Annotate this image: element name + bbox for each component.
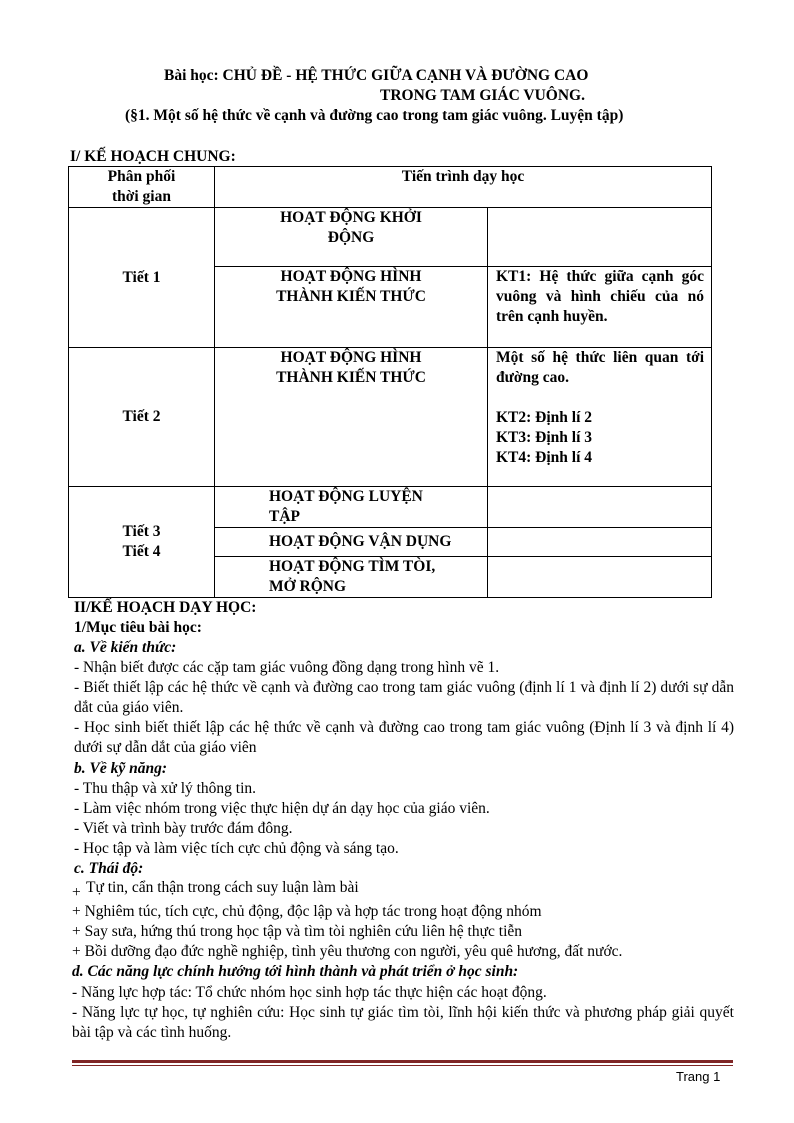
- skill-item: - Học tập và làm việc tích cực chủ động và sáng tạo.: [74, 840, 399, 857]
- lesson-title-line2: TRONG TAM GIÁC VUÔNG.: [380, 87, 585, 104]
- knowledge-item: - Học sinh biết thiết lập các hệ thức về cạnh và đường cao trong tam giác vuông (Định lí 3 và định lí 4) dưới sự dẫn dắt của giáo viên: [74, 719, 734, 756]
- tiet34-cell: [69, 487, 215, 598]
- activity-line: HOẠT ĐỘNG TÌM TÒI,: [269, 558, 436, 575]
- tiet2-cell: [69, 348, 215, 487]
- activity-cell: [215, 348, 488, 487]
- skill-item: - Viết và trình bày trước đám đông.: [74, 820, 293, 837]
- activity-line: HOẠT ĐỘNG KHỞI: [280, 209, 422, 226]
- table-row: [69, 348, 712, 487]
- activity-cell: [215, 208, 488, 267]
- header-time-line2: thời gian: [112, 188, 171, 205]
- kt2-text: KT2: Định lí 2: [496, 409, 593, 426]
- content-cell-empty: [488, 487, 712, 528]
- activity-cell: [215, 487, 488, 528]
- tiet1-label: Tiết 1: [122, 268, 161, 286]
- content-cell-empty: [488, 557, 712, 598]
- tiet4-label: Tiết 4: [122, 543, 161, 560]
- activity-line: HOẠT ĐỘNG HÌNH: [280, 349, 422, 366]
- attitude-item: Tự tin, cẩn thận trong cách suy luận làm bài: [86, 879, 359, 896]
- activity-line: THÀNH KIẾN THỨC: [276, 369, 426, 386]
- attitude-item: + Say sưa, hứng thú trong học tập và tìm tòi nghiên cứu liên hệ thực tiễn: [72, 923, 522, 940]
- attitude-bullet: +: [72, 884, 81, 901]
- activity-cell: [215, 267, 488, 348]
- attitude-item: + Nghiêm túc, tích cực, chủ động, độc lập và hợp tác trong hoạt động nhóm: [72, 903, 542, 920]
- lesson-subtitle: (§1. Một số hệ thức về cạnh và đường cao trong tam giác vuông. Luyện tập): [125, 107, 624, 124]
- activity-cell: [215, 528, 488, 557]
- header-process-label: Tiến trình dạy học: [401, 168, 525, 185]
- activity-cell: [215, 557, 488, 598]
- kt3-text: KT3: Định lí 3: [496, 429, 593, 446]
- kt-intro-text: Một số hệ thức liên quan tới đường cao.: [496, 349, 705, 386]
- table-header-row: [69, 167, 712, 208]
- knowledge-heading: a. Về kiến thức:: [74, 639, 177, 656]
- activity-line: THÀNH KIẾN THỨC: [276, 288, 426, 305]
- section1-heading: I/ KẾ HOẠCH CHUNG:: [70, 148, 236, 165]
- activity-line: HOẠT ĐỘNG LUYỆN: [269, 488, 423, 505]
- general-plan-table: [68, 166, 712, 598]
- section2-heading: II/KẾ HOẠCH DẠY HỌC:: [74, 599, 257, 616]
- activity-line: HOẠT ĐỘNG HÌNH: [280, 268, 422, 285]
- header-process-cell: [215, 167, 712, 208]
- table-row: [69, 208, 712, 267]
- activity-line: HOẠT ĐỘNG VẬN DỤNG: [269, 533, 452, 550]
- activity-line: MỞ RỘNG: [269, 578, 347, 595]
- content-cell-empty: [488, 528, 712, 557]
- knowledge-item: - Biết thiết lập các hệ thức về cạnh và đường cao trong tam giác vuông (định lí 1 và định lí 2) dưới sự dẫn dắt của giáo viên.: [74, 679, 734, 716]
- tiet2-label: Tiết 2: [122, 408, 161, 425]
- page-number: Trang 1: [676, 1069, 721, 1084]
- activity-line: ĐỘNG: [327, 229, 375, 246]
- activity-line: TẬP: [269, 508, 300, 525]
- attitude-heading: c. Thái độ:: [74, 860, 144, 877]
- footer-rule-thick: [72, 1060, 733, 1063]
- kt1-text: KT1: Hệ thức giữa cạnh góc vuông và hình chiếu của nó trên cạnh huyền.: [496, 268, 705, 325]
- lesson-title-line1: Bài học: CHỦ ĐỀ - HỆ THỨC GIỮA CẠNH VÀ ĐƯỜNG CAO: [164, 67, 589, 84]
- objectives-heading: 1/Mục tiêu bài học:: [74, 619, 202, 636]
- skills-heading: b. Về kỹ năng:: [74, 760, 167, 777]
- skill-item: - Thu thập và xử lý thông tin.: [74, 780, 257, 797]
- kt4-text: KT4: Định lí 4: [496, 449, 593, 466]
- competence-item: - Năng lực tự học, tự nghiên cứu: Học sinh tự giác tìm tòi, lĩnh hội kiến thức và phương pháp giải quyết bài tập và các tình huống.: [72, 1004, 734, 1041]
- content-cell: [488, 267, 712, 348]
- competence-item: - Năng lực hợp tác: Tổ chức nhóm học sinh hợp tác thực hiện các hoạt động.: [72, 984, 547, 1001]
- tiet1-cell: [69, 208, 215, 348]
- footer-rule-thin: [72, 1065, 733, 1066]
- tiet3-label: Tiết 3: [122, 523, 161, 540]
- content-cell: [488, 348, 712, 487]
- header-time-cell: [69, 167, 215, 208]
- skill-item: - Làm việc nhóm trong việc thực hiện dự án dạy học của giáo viên.: [74, 800, 490, 817]
- header-time-line1: Phân phối: [107, 168, 176, 185]
- competence-heading: d. Các năng lực chính hướng tới hình thành và phát triển ở học sinh:: [72, 963, 519, 980]
- attitude-item: + Bồi dưỡng đạo đức nghề nghiệp, tình yêu thương con người, yêu quê hương, đất nước.: [72, 943, 623, 960]
- content-cell-empty: [488, 208, 712, 267]
- knowledge-item: - Nhận biết được các cặp tam giác vuông đồng dạng trong hình vẽ 1.: [74, 659, 500, 676]
- table-row: [69, 487, 712, 528]
